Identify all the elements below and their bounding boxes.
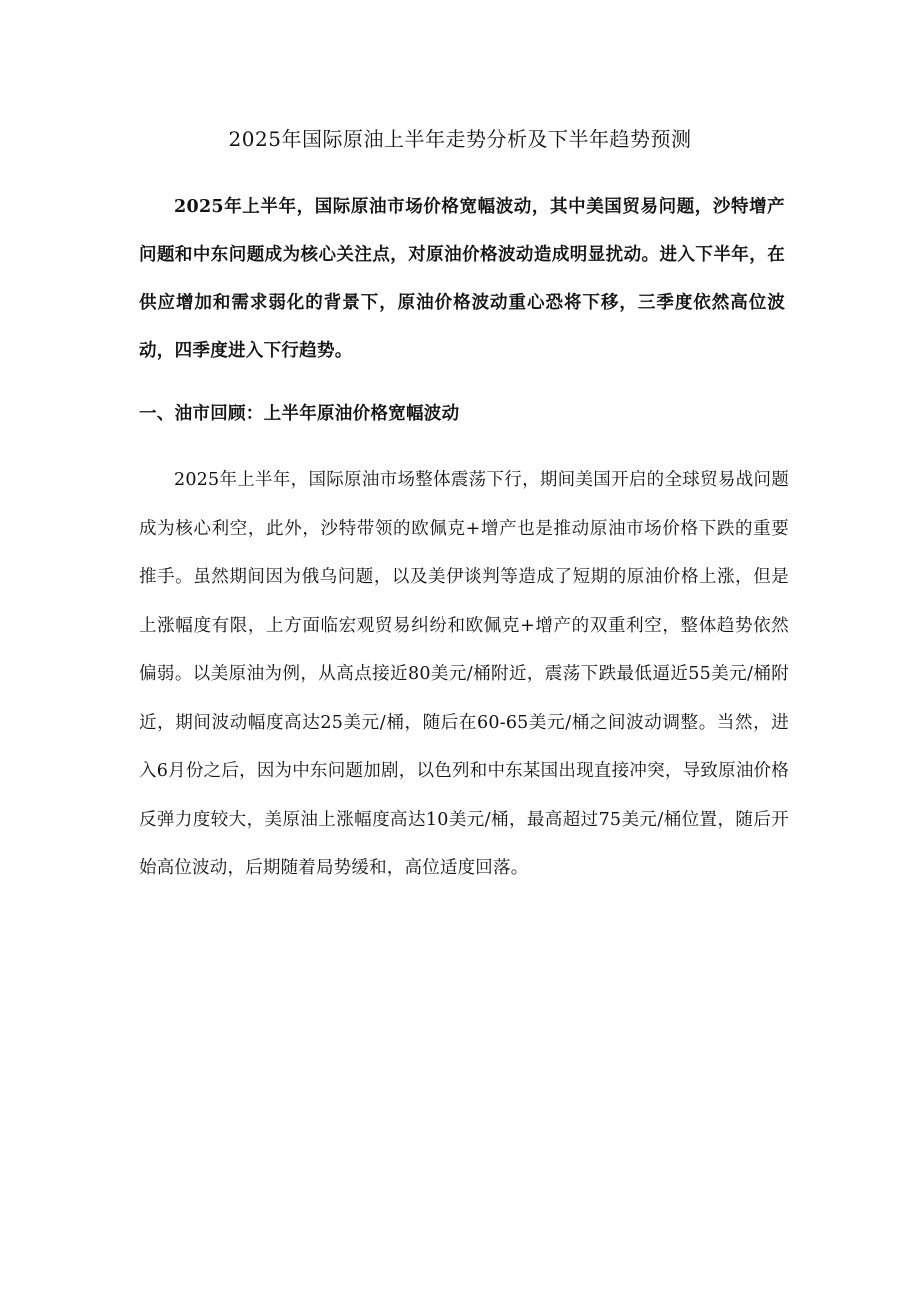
document-title: 2025年国际原油上半年走势分析及下半年趋势预测: [228, 127, 692, 151]
section-heading: 一、油市回顾：上半年原油价格宽幅波动: [139, 404, 460, 424]
summary-paragraph: 2025年上半年，国际原油市场价格宽幅波动，其中美国贸易问题，沙特增产问题和中东问题成为核心关注点，对原油价格波动造成明显扰动。进入下半年，在供应增加和需求弱化的背景下，原油价格波动重心恐将下移，三季度依然高位波动，四季度进入下行趋势。: [139, 197, 785, 361]
section-paragraph: 2025年上半年，国际原油市场整体震荡下行，期间美国开启的全球贸易战问题成为核心利空，此外，沙特带领的欧佩克+增产也是推动原油市场价格下跌的重要推手。虽然期间因为俄乌问题，以及美伊谈判等造成了短期的原油价格上涨，但是上涨幅度有限，上方面临宏观贸易纠纷和欧佩克+增产的双重利空，整体趋势依然偏弱。以美原油为例，从高点接近80美元/桶附近，震荡下跌最低逼近55美元/桶附近，期间波动幅度高达25美元/桶，随后在60-65美元/桶之间波动调整。当然，进入6月份之后，因为中东问题加剧，以色列和中东某国出现直接冲突，导致原油价格反弹力度较大，美原油上涨幅度高达10美元/桶，最高超过75美元/桶位置，随后开始高位波动，后期随着局势缓和，高位适度回落。: [139, 470, 789, 878]
